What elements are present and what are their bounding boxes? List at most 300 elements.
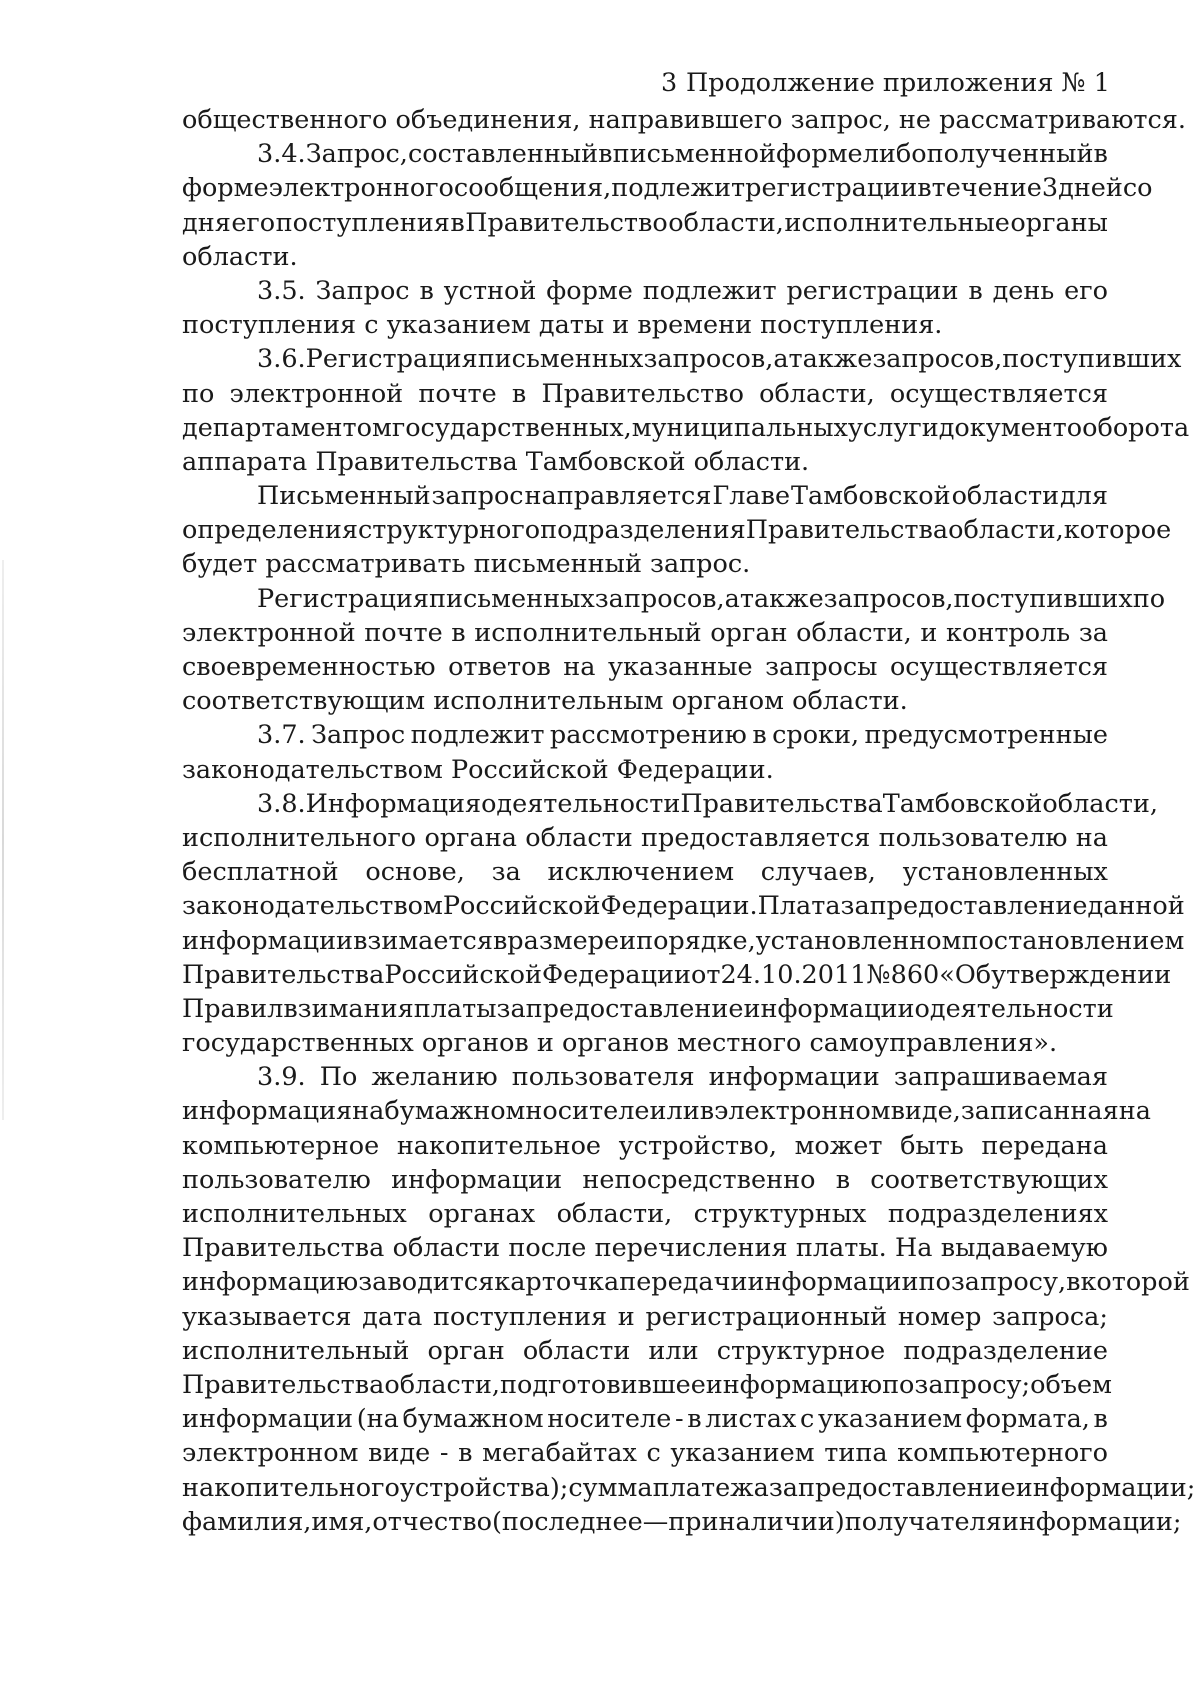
word: области, — [1042, 788, 1158, 819]
text-line — [182, 855, 1108, 889]
word: форме — [546, 275, 633, 306]
word: (последнее — [491, 1506, 643, 1537]
word: взимания — [283, 993, 414, 1024]
word: пользователю — [182, 1164, 371, 1195]
word: дней — [1058, 173, 1123, 204]
word: носителе — [547, 1404, 672, 1435]
word: а — [773, 344, 789, 375]
word: Федерации — [542, 959, 691, 990]
word: предоставление — [525, 993, 744, 1024]
word: на — [352, 1096, 385, 1127]
word: передана — [981, 1130, 1108, 1161]
word: области — [951, 481, 1060, 512]
word: ответов — [448, 652, 551, 682]
word: составленный — [407, 139, 599, 170]
word: быть — [900, 1130, 964, 1161]
word: № — [866, 959, 891, 990]
text-line: общественного объединения, направившего запрос, не рассматриваются. — [182, 105, 1187, 135]
word: запрос — [431, 481, 524, 512]
word: о — [481, 788, 497, 819]
word: платы — [413, 993, 497, 1024]
word: компьютерного — [897, 1438, 1108, 1469]
word: сумма — [568, 1472, 653, 1503]
word: в — [835, 1164, 851, 1195]
word: непосредственно — [582, 1164, 816, 1195]
word: рассмотрению — [549, 720, 747, 751]
word: может — [794, 1130, 883, 1161]
word: с — [800, 1404, 815, 1435]
word: в — [511, 378, 527, 409]
word: запросов, — [643, 344, 774, 375]
text-line — [182, 650, 1108, 684]
word: получателя — [844, 1506, 1002, 1537]
word: постановлением — [961, 925, 1185, 956]
word: осуществляется — [889, 378, 1108, 409]
word: взимается — [353, 925, 493, 956]
word: Тамбовской — [790, 481, 951, 512]
word: фамилия, — [182, 1506, 312, 1537]
word: от — [690, 959, 721, 990]
word: форме — [776, 139, 863, 170]
word: номер — [897, 1301, 982, 1332]
word: в — [1066, 1267, 1081, 1298]
word: муниципальных — [631, 412, 848, 443]
word: установленном — [755, 925, 962, 956]
word: объем — [1030, 1369, 1112, 1400]
word: области, — [948, 515, 1064, 546]
text-line — [182, 1505, 1182, 1539]
word: имя, — [311, 1506, 373, 1537]
word: за — [840, 891, 870, 922]
word: в — [1093, 139, 1108, 170]
word: устройства); — [399, 1472, 569, 1503]
word: с — [646, 1438, 661, 1469]
word: за — [496, 993, 526, 1024]
word: исполнительных — [182, 1199, 407, 1229]
word: информация — [182, 1096, 353, 1127]
word: 3 — [1041, 173, 1059, 204]
text-line — [182, 1231, 1108, 1265]
word: размере — [507, 925, 620, 956]
word: исключением — [547, 857, 735, 888]
text-line — [182, 1471, 1196, 1505]
word: желанию — [371, 1062, 498, 1093]
word: указывается — [182, 1301, 352, 1332]
word: почте — [364, 617, 443, 648]
word: 3.4. — [257, 139, 306, 170]
text-line: будет рассматривать письменный запрос. — [182, 549, 751, 580]
text-line: законодательством Российской Федерации. — [182, 754, 774, 785]
word: сообщения, — [453, 173, 612, 204]
word: устной — [443, 275, 537, 306]
page-number: 3 — [661, 68, 678, 98]
word: - — [674, 1404, 684, 1435]
word: порядке, — [636, 925, 756, 956]
text-line — [182, 479, 1108, 513]
word: или — [648, 1335, 699, 1366]
word: в — [1093, 1404, 1108, 1435]
word: определения — [182, 515, 358, 546]
word: в — [917, 173, 932, 204]
word: после — [508, 1233, 587, 1264]
word: носителе — [525, 1096, 650, 1127]
word: области, — [556, 1199, 673, 1229]
text-line — [182, 137, 1108, 171]
word: за — [491, 857, 521, 888]
word: государственных, — [391, 412, 632, 443]
word: запрашиваемая — [893, 1062, 1108, 1093]
word: Правительства — [680, 788, 883, 819]
word: подразделения — [540, 515, 746, 546]
word: На — [895, 1233, 933, 1264]
word: информацию — [182, 1267, 359, 1298]
word: по — [918, 1267, 951, 1298]
word: либо — [862, 139, 927, 170]
word: листах — [705, 1404, 797, 1435]
word: электронном — [714, 1096, 891, 1127]
word: на — [1118, 1096, 1151, 1127]
page-header — [0, 66, 1200, 100]
text-line — [182, 1368, 1112, 1402]
word: на — [1075, 822, 1108, 853]
word: предусмотренные — [864, 720, 1108, 751]
word: Информация — [305, 788, 482, 819]
word: запроса; — [992, 1301, 1108, 1332]
word: течение — [931, 173, 1042, 204]
word: и — [921, 412, 939, 443]
word: установленных — [902, 857, 1108, 888]
word: деятельности — [929, 993, 1114, 1024]
word: письменных — [429, 583, 595, 614]
word: поступления — [275, 207, 450, 238]
word: подготовившее — [499, 1369, 706, 1400]
word: в — [687, 1404, 702, 1435]
word: подлежит — [611, 173, 746, 204]
word: указанные — [607, 652, 753, 682]
appendix-continuation-title: Продолжение приложения № 1 — [686, 68, 1110, 98]
word: структурное — [716, 1335, 886, 1366]
word: запросов, — [872, 344, 1003, 375]
word: накопительного — [182, 1472, 400, 1503]
word: Правительства — [182, 959, 385, 990]
text-line — [182, 787, 1158, 821]
word: поступления — [433, 1301, 608, 1332]
text-line — [182, 377, 1108, 411]
word: регистрации — [745, 173, 918, 204]
word: подлежит — [410, 720, 545, 751]
text-line — [182, 342, 1182, 376]
word: 3.8. — [257, 788, 306, 819]
word: 3.5. — [257, 275, 306, 306]
word: записанная — [960, 1096, 1119, 1127]
word: о — [914, 993, 930, 1024]
word: исполнительный — [182, 1335, 410, 1366]
word: области, — [759, 378, 875, 409]
text-line — [182, 1094, 1151, 1128]
word: также — [739, 583, 824, 614]
text-line: соответствующим исполнительным органом области. — [182, 686, 908, 717]
word: области, — [796, 617, 912, 648]
word: информации — [747, 1267, 919, 1298]
word: бумажном — [402, 1404, 544, 1435]
word: перечисления — [594, 1233, 788, 1264]
word: Правительство — [541, 378, 744, 409]
word: передачи — [619, 1267, 748, 1298]
word: за — [1078, 617, 1108, 648]
word: электронной — [182, 617, 356, 648]
word: при — [668, 1506, 719, 1537]
word: устройство, — [618, 1130, 777, 1161]
word: области — [392, 1233, 501, 1264]
word: органах — [428, 1199, 536, 1229]
word: запросов, — [594, 583, 725, 614]
text-line — [182, 513, 1172, 547]
word: информации — [182, 1404, 354, 1435]
word: по — [882, 1369, 915, 1400]
word: в — [752, 720, 767, 751]
word: предоставление — [869, 891, 1088, 922]
text-line — [182, 1060, 1108, 1094]
word: подразделениях — [887, 1199, 1108, 1229]
word: пользователя — [511, 1062, 695, 1093]
text-line — [182, 616, 1108, 650]
word: виде — [368, 1438, 431, 1469]
word: почте — [418, 378, 497, 409]
word: орган — [710, 617, 788, 648]
word: компьютерное — [182, 1130, 380, 1161]
word: орган — [427, 1335, 505, 1366]
word: бумажном — [384, 1096, 526, 1127]
word: отчество — [372, 1506, 492, 1537]
word: электронной — [229, 378, 404, 409]
word: области, — [668, 207, 784, 238]
word: области — [522, 1335, 631, 1366]
word: исполнительного — [182, 822, 417, 853]
word: 3.7. — [257, 720, 306, 751]
word: наличии) — [718, 1506, 845, 1537]
word: документооборота — [938, 412, 1190, 443]
word: информацию — [705, 1369, 883, 1400]
word: информации — [708, 1062, 880, 1093]
text-line — [182, 1436, 1108, 1470]
word: области, — [384, 1369, 500, 1400]
word: области — [525, 822, 633, 853]
word: письменных — [477, 344, 644, 375]
word: департаментом — [182, 412, 392, 443]
text-line: поступления с указанием даты и времени поступления. — [182, 310, 943, 341]
word: своевременностью — [182, 652, 436, 682]
word: соответствующих — [870, 1164, 1108, 1195]
word: информации; — [1001, 1506, 1182, 1537]
word: - — [439, 1438, 449, 1469]
word: исполнительные — [784, 207, 1010, 238]
word: По — [319, 1062, 358, 1093]
word: платы. — [795, 1233, 887, 1264]
word: запросов, — [823, 583, 954, 614]
word: сроки, — [772, 720, 860, 751]
word: в — [968, 275, 983, 306]
word: по — [182, 378, 215, 409]
word: 24.10.2011 — [720, 959, 867, 990]
text-line: области. — [182, 241, 298, 272]
word: Правительства — [745, 515, 949, 546]
word: основе, — [365, 857, 465, 888]
word: запросы — [765, 652, 878, 682]
word: в — [451, 617, 466, 648]
text-line — [182, 1129, 1108, 1163]
text-line — [182, 274, 1108, 308]
text-line — [182, 1402, 1108, 1436]
word: указанием — [817, 1404, 963, 1435]
word: форме — [182, 173, 269, 204]
word: органа — [424, 822, 517, 853]
word: Запрос, — [305, 139, 408, 170]
word: деятельности — [496, 788, 681, 819]
word: в — [598, 139, 613, 170]
word: на — [563, 652, 596, 682]
word: Плата — [757, 891, 841, 922]
word: в — [699, 1096, 715, 1127]
word: Регистрация — [305, 344, 478, 375]
word: формата, — [965, 1404, 1090, 1435]
word: накопительное — [396, 1130, 602, 1161]
word: структурного — [357, 515, 541, 546]
word: регистрации — [786, 275, 959, 306]
word: запросу; — [914, 1369, 1031, 1400]
word: 3.6. — [257, 344, 306, 375]
text-line: государственных органов и органов местного самоуправления». — [182, 1028, 1058, 1059]
text-line — [182, 1334, 1108, 1368]
word: Правительство — [465, 207, 668, 238]
word: предоставляется — [641, 822, 871, 853]
word: заводится — [358, 1267, 495, 1298]
text-line — [182, 924, 1185, 958]
word: электронного — [268, 173, 454, 204]
word: для — [1059, 481, 1108, 512]
text-line — [182, 206, 1108, 240]
word: поступивших — [1002, 344, 1182, 375]
word: полученный — [926, 139, 1094, 170]
text-line — [182, 411, 1190, 445]
word: исполнительный — [474, 617, 702, 648]
word: и — [617, 1301, 635, 1332]
word: Запрос — [311, 720, 406, 751]
word: его — [231, 207, 276, 238]
word: в — [458, 1438, 473, 1469]
word: 860 — [890, 959, 940, 990]
word: в — [492, 925, 508, 956]
text-line — [182, 171, 1153, 205]
word: электронном — [182, 1438, 359, 1469]
word: (на — [356, 1404, 399, 1435]
document-body — [182, 103, 1196, 1539]
word: осуществляется — [889, 652, 1108, 682]
word: виде, — [890, 1096, 961, 1127]
word: информации — [743, 993, 915, 1024]
word: пользователю — [878, 822, 1068, 853]
word: Правительства — [182, 1369, 385, 1400]
word: со — [1122, 173, 1153, 204]
word: которой — [1080, 1267, 1190, 1298]
word: которое — [1063, 515, 1172, 546]
word: контроль — [946, 617, 1071, 648]
word: Российской — [442, 891, 601, 922]
word: Правительства — [182, 1233, 385, 1264]
word: информации; — [1015, 1472, 1196, 1503]
word: Регистрация — [257, 583, 430, 614]
word: предоставление — [797, 1472, 1016, 1503]
word: его — [1064, 275, 1108, 306]
scan-edge-shadow — [2, 560, 4, 1120]
word: Федерации. — [600, 891, 758, 922]
word: поступивших — [953, 583, 1133, 614]
word: типа — [824, 1438, 888, 1469]
text-line — [182, 889, 1185, 923]
text-line: аппарата Правительства Тамбовской области. — [182, 446, 810, 477]
word: платежа — [652, 1472, 769, 1503]
word: указанием — [670, 1438, 815, 1469]
word: мегабайтах — [482, 1438, 637, 1469]
word: — — [642, 1506, 669, 1537]
word: в — [450, 207, 465, 238]
word: за — [768, 1472, 798, 1503]
word: Правил — [182, 993, 284, 1024]
word: направляется — [524, 481, 712, 512]
word: выдаваемую — [940, 1233, 1108, 1264]
word: утверждении — [991, 959, 1172, 990]
text-line — [182, 582, 1166, 616]
word: запросу, — [950, 1267, 1067, 1298]
word: Тамбовской — [882, 788, 1043, 819]
word: также — [788, 344, 873, 375]
word: дата — [362, 1301, 423, 1332]
word: данной — [1087, 891, 1185, 922]
word: карточка — [494, 1267, 620, 1298]
word: подлежит — [642, 275, 777, 306]
word: или — [649, 1096, 700, 1127]
word: письменной — [612, 139, 777, 170]
word: услуг — [847, 412, 922, 443]
word: регистрационный — [645, 1301, 888, 1332]
text-line — [182, 1300, 1108, 1334]
word: органы — [1010, 207, 1108, 238]
word: законодательством — [182, 891, 443, 922]
word: бесплатной — [182, 857, 339, 888]
word: и — [920, 617, 938, 648]
word: Главе — [712, 481, 791, 512]
word: дня — [182, 207, 231, 238]
text-line — [182, 958, 1172, 992]
text-line — [182, 1197, 1108, 1231]
word: Российской — [384, 959, 542, 990]
word: подразделение — [903, 1335, 1108, 1366]
word: информации — [391, 1164, 563, 1195]
word: «Об — [939, 959, 992, 990]
word: по — [1132, 583, 1166, 614]
word: Письменный — [257, 481, 431, 512]
word: в — [419, 275, 434, 306]
word: и — [619, 925, 637, 956]
word: Запрос — [315, 275, 410, 306]
text-line — [182, 821, 1108, 855]
text-line — [182, 718, 1108, 752]
word: 3.9. — [257, 1062, 306, 1093]
text-line — [182, 1163, 1108, 1197]
text-line — [182, 1265, 1190, 1299]
word: структурных — [693, 1199, 867, 1229]
word: день — [992, 275, 1055, 306]
word: а — [724, 583, 740, 614]
